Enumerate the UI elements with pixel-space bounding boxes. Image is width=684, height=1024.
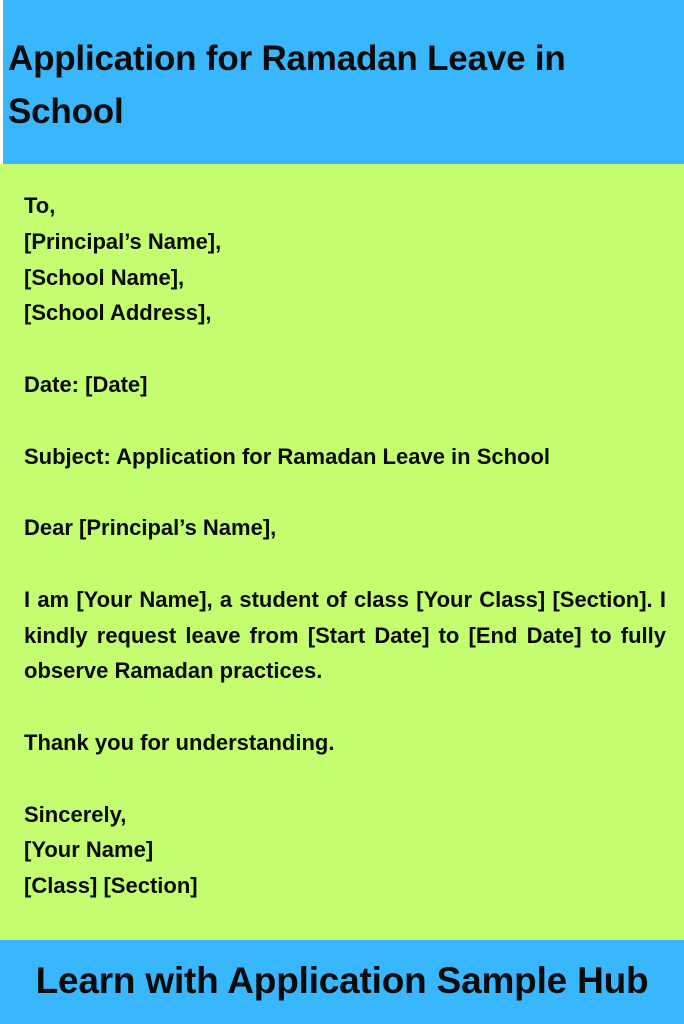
footer-text: Learn with Application Sample Hub <box>35 960 649 1001</box>
signature-name: [Your Name] <box>24 837 154 863</box>
spacer <box>24 403 666 439</box>
header-banner <box>0 0 684 164</box>
spacer <box>24 689 666 725</box>
closing-line: Sincerely, <box>24 801 127 827</box>
to-line: To, <box>24 193 56 218</box>
header-left-edge <box>0 0 3 164</box>
date-line: Date: [Date] <box>24 371 148 397</box>
body-paragraph: I am [Your Name], a student of class [Your Class] [Section]. I kindly request leave from [Start Date] to [End Date] to fully observe Ramadan practices. <box>24 586 666 684</box>
spacer <box>24 761 666 797</box>
letter-body <box>0 164 684 940</box>
school-address: [School Address], <box>24 300 212 326</box>
recipient-name: [Principal’s Name], <box>24 228 222 254</box>
thanks-line: Thank you for understanding. <box>24 729 335 755</box>
page-title: Application for Ramadan Leave in School <box>8 39 566 131</box>
signature-class: [Class] [Section] <box>24 873 198 899</box>
subject-line: Subject: Application for Ramadan Leave in School <box>24 443 551 469</box>
school-name: [School Name], <box>24 264 185 290</box>
spacer <box>24 474 666 510</box>
spacer <box>24 546 666 582</box>
salutation: Dear [Principal’s Name], <box>24 515 277 541</box>
spacer <box>24 331 666 367</box>
footer-banner <box>0 940 684 1024</box>
